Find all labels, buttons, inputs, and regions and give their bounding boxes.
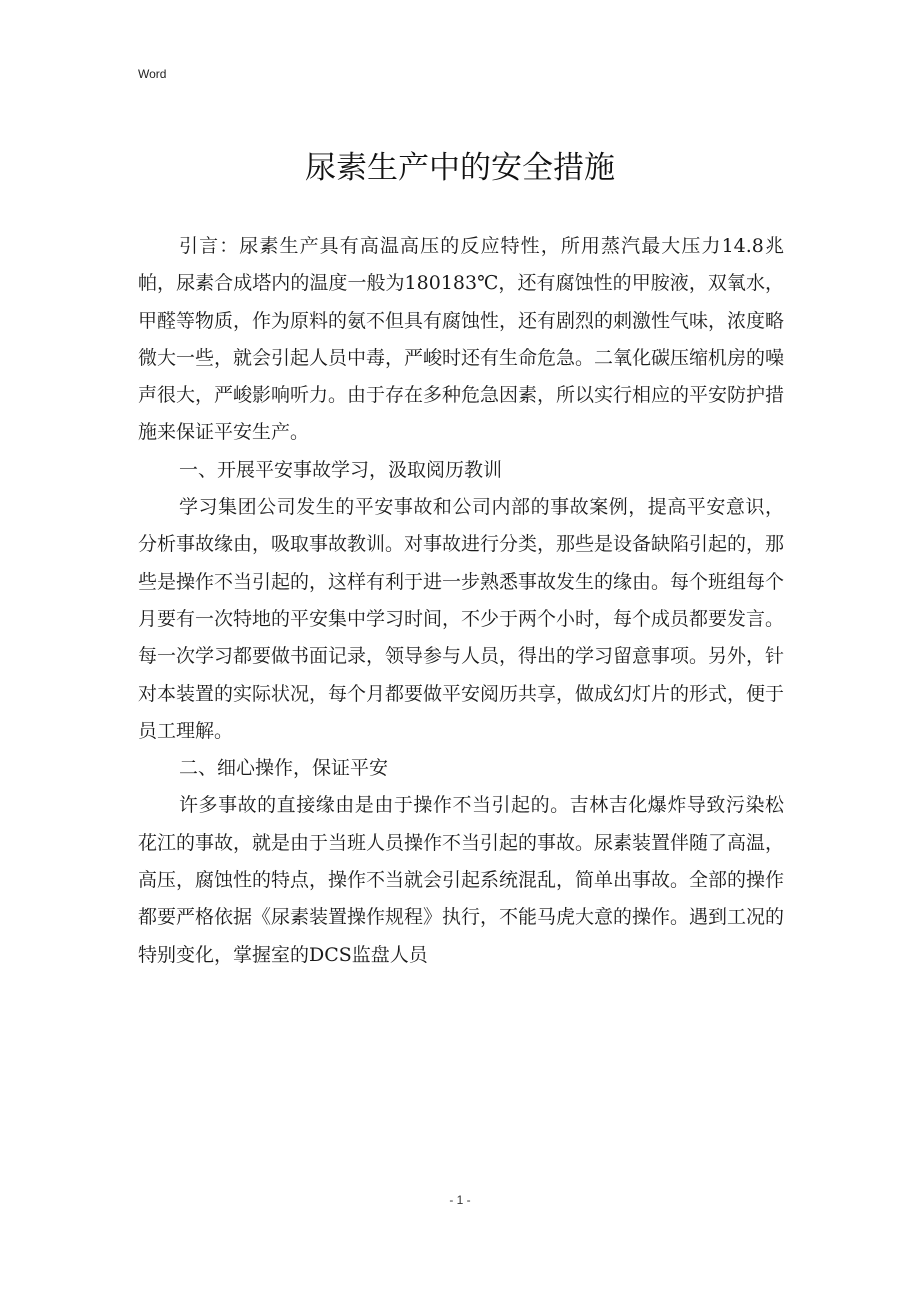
page-number: - 1 - bbox=[449, 1193, 471, 1207]
section-heading-2: 二、细心操作，保证平安 bbox=[179, 757, 389, 780]
document-title: 尿素生产中的安全措施 bbox=[305, 150, 615, 186]
section-2-paragraph: 许多事故的直接缘由是由于操作不当引起的。吉林吉化爆炸导致污染松花江的事故，就是由于当班人员操作不当引起的事故。尿素装置伴随了高温，高压，腐蚀性的特点，操作不当就会引起系统混乱，简单出事故。全部的操作都要严格依据《尿素装置操作规程》执行，不能马虎大意的操作。遇到工况的特别变化，掌握室的DCS监盘人员 bbox=[138, 794, 785, 966]
document-body bbox=[138, 228, 784, 974]
intro-paragraph: 引言：尿素生产具有高温高压的反应特性，所用蒸汽最大压力14.8兆帕，尿素合成塔内的温度一般为180183℃，还有腐蚀性的甲胺液，双氧水，甲醛等物质，作为原料的氨不但具有腐蚀性，还有剧烈的刺激性气味，浓度略微大一些，就会引起人员中毒，严峻时还有生命危急。二氧化碳压缩机房的噪声很大，严峻影响听力。由于存在多种危急因素，所以实行相应的平安防护措施来保证平安生产。 bbox=[138, 235, 785, 444]
section-1-paragraph: 学习集团公司发生的平安事故和公司内部的事故案例，提高平安意识，分析事故缘由，吸取事故教训。对事故进行分类，那些是设备缺陷引起的，那些是操作不当引起的，这样有利于进一步熟悉事故发生的缘由。每个班组每个月要有一次特地的平安集中学习时间，不少于两个小时，每个成员都要发言。每一次学习都要做书面记录，领导参与人员，得出的学习留意事项。另外，针对本装置的实际状况，每个月都要做平安阅历共享，做成幻灯片的形式，便于员工理解。 bbox=[138, 496, 785, 742]
section-heading-1: 一、开展平安事故学习，汲取阅历教训 bbox=[179, 458, 503, 481]
header-label: Word bbox=[138, 67, 167, 81]
